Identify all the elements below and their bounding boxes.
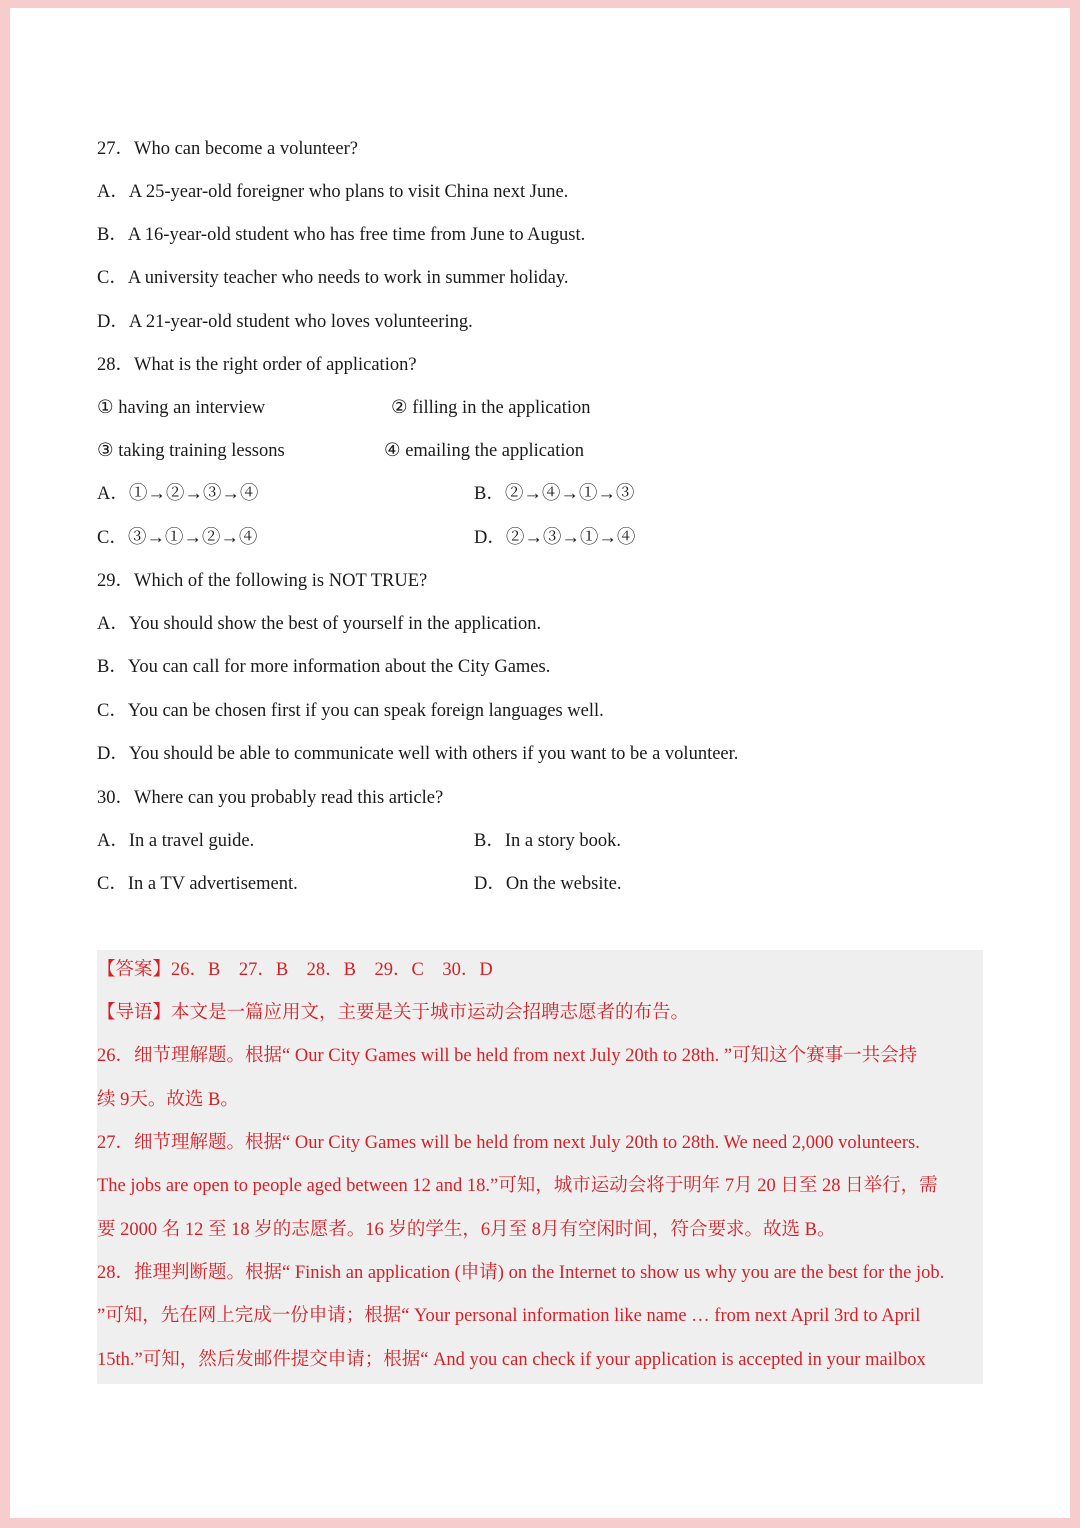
guide-intro: 【导语】本文是一篇应用文，主要是关于城市运动会招聘志愿者的布告。 [97,1003,690,1023]
question-29-stem: 29．Which of the following is NOT TRUE? [97,571,428,591]
question-28-option-c: C．③→①→②→④ [97,528,258,548]
question-30-option-c: C．In a TV advertisement. [97,874,298,894]
question-29-option-d: D．You should be able to communicate well with others if you want to be a volunteer. [97,744,739,764]
question-27-option-b: B．A 16-year-old student who has free time from June to August. [97,225,586,245]
explanation-27-line-2: The jobs are open to people aged between 12 and 18.”可知，城市运动会将于明年 7月 20 日至 28 日举行，需 [97,1176,938,1196]
answer-explanation-box [97,950,983,1384]
question-30-option-d: D．On the website. [474,874,622,894]
explanation-26-line-1: 26．细节理解题。根据“ Our City Games will be held from next July 20th to 28th. ”可知这个赛事一共会持 [97,1046,918,1066]
explanation-28-line-3: 15th.”可知，然后发邮件提交申请；根据“ And you can check if your application is accepted in your mailbox [97,1350,926,1370]
question-30-option-b: B．In a story book. [474,831,621,851]
question-29-option-b: B．You can call for more information about the City Games. [97,657,551,677]
explanation-27-line-1: 27．细节理解题。根据“ Our City Games will be held from next July 20th to 28th. We need 2,000 volunteers. [97,1133,920,1153]
question-27-stem: 27．Who can become a volunteer? [97,139,358,159]
explanation-28-line-1: 28．推理判断题。根据“ Finish an application (申请) on the Internet to show us why you are the best for the job. [97,1263,945,1283]
question-28-step-3: ③ taking training lessons [97,441,285,461]
explanation-28-line-2: ”可知，先在网上完成一份申请；根据“ Your personal information like name … from next April 3rd to April [97,1306,921,1326]
question-28-option-a: A．①→②→③→④ [97,484,259,504]
question-27-option-c: C．A university teacher who needs to work in summer holiday. [97,268,569,288]
question-28-step-4: ④ emailing the application [384,441,584,461]
question-27-option-a: A．A 25-year-old foreigner who plans to visit China next June. [97,182,569,202]
explanation-27-line-3: 要 2000 名 12 至 18 岁的志愿者。16 岁的学生，6月至 8月有空闲时间，符合要求。故选 B。 [97,1220,836,1240]
question-27-option-d: D．A 21-year-old student who loves volunteering. [97,312,473,332]
question-28-stem: 28．What is the right order of application? [97,355,417,375]
question-30-option-a: A．In a travel guide. [97,831,255,851]
answer-key: 【答案】26．B 27．B 28．B 29．C 30．D [97,960,493,980]
question-28-option-b: B．②→④→①→③ [474,484,635,504]
document-page [10,8,1070,1518]
explanation-26-line-2: 续 9天。故选 B。 [97,1090,239,1110]
question-29-option-c: C．You can be chosen first if you can speak foreign languages well. [97,701,604,721]
question-30-stem: 30．Where can you probably read this article? [97,788,444,808]
question-29-option-a: A．You should show the best of yourself in the application. [97,614,542,634]
question-28-step-1: ① having an interview [97,398,266,418]
question-28-option-d: D．②→③→①→④ [474,528,636,548]
question-28-step-2: ② filling in the application [391,398,591,418]
